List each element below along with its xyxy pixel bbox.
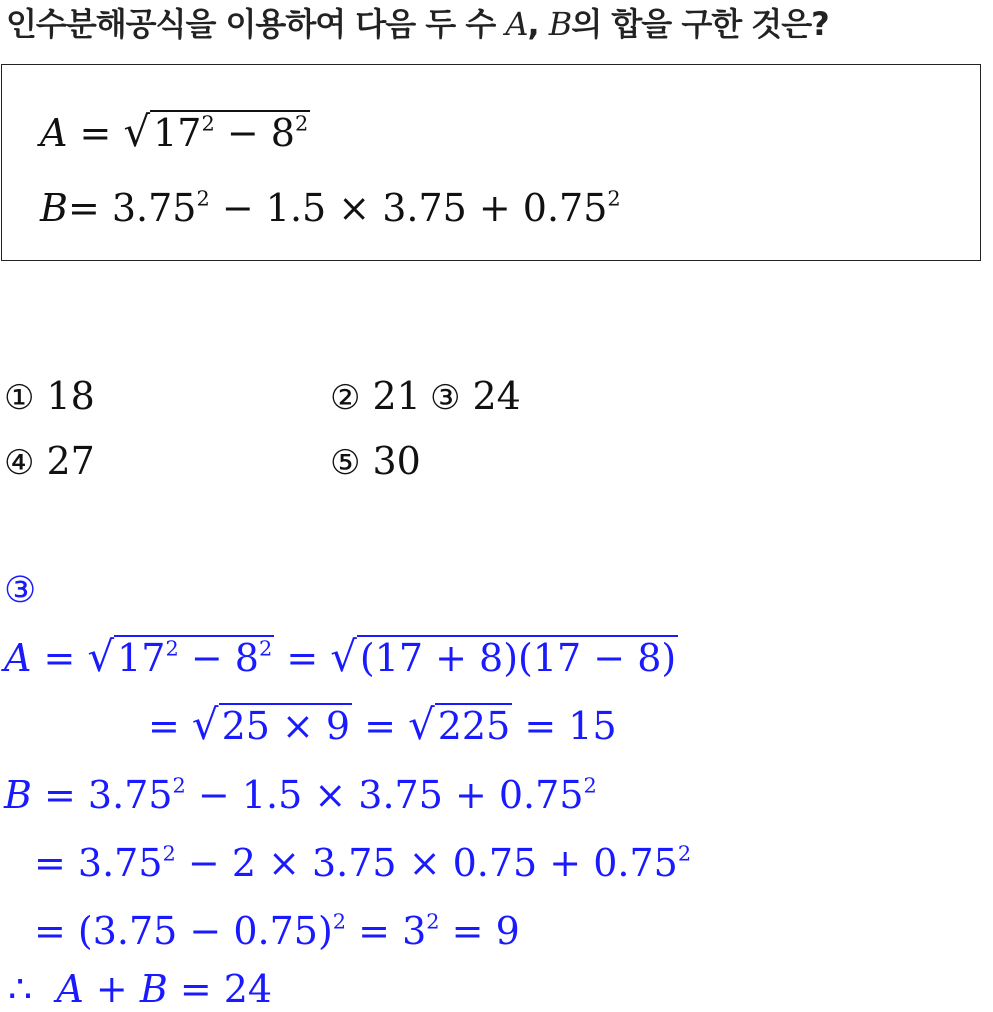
- expression-b: [40, 185, 621, 231]
- question-part2: 의 합을 구한 것은?: [571, 5, 829, 43]
- sqrt-symbol: √: [191, 700, 219, 749]
- given-expressions-box: [1, 64, 981, 261]
- radicand: [114, 635, 274, 681]
- option-1-value: 18: [46, 374, 95, 418]
- solution-answer: ③: [4, 570, 37, 611]
- sol-part: = 3.75: [31, 773, 173, 817]
- therefore-symbol: ∴: [8, 967, 33, 1011]
- radicand-part: 17: [117, 636, 166, 680]
- option-1[interactable]: [4, 373, 95, 421]
- solution-line-1: [4, 634, 678, 681]
- sol-var-b: B: [139, 967, 168, 1011]
- radicand-minus: − 8: [214, 111, 295, 155]
- exponent: 2: [426, 909, 440, 934]
- sol-result: = 15: [512, 704, 617, 748]
- expr-b-part2: − 1.5 × 3.75 + 0.75: [209, 186, 608, 230]
- option-3[interactable]: [430, 373, 521, 421]
- radicand: (17 + 8)(17 − 8): [357, 635, 678, 681]
- exponent: 2: [196, 186, 210, 211]
- exponent: 2: [201, 111, 215, 136]
- question-part1: 인수분해공식을 이용하여 다음 두 수: [6, 5, 506, 43]
- question-var-b: B: [548, 5, 572, 43]
- option-3-mark: ③: [430, 378, 461, 418]
- option-2[interactable]: [330, 373, 421, 421]
- sol-equals: =: [31, 636, 88, 680]
- sol-part: = 3: [346, 909, 427, 953]
- option-4-mark: ④: [4, 443, 35, 483]
- expr-b-part1: = 3.75: [67, 186, 197, 230]
- solution-line-6: [8, 966, 272, 1012]
- sol-part: − 2 × 3.75 × 0.75 + 0.75: [175, 841, 678, 885]
- solution-line-4: [34, 840, 691, 886]
- radicand-base: 17: [153, 111, 202, 155]
- exponent: 2: [258, 636, 273, 661]
- radicand-part: − 8: [178, 636, 259, 680]
- sol-part: − 1.5 × 3.75 + 0.75: [185, 773, 584, 817]
- sol-equals: =: [274, 636, 331, 680]
- exponent: 2: [162, 841, 176, 866]
- expr-a-equals: =: [79, 111, 112, 155]
- sol-plus: +: [83, 967, 140, 1011]
- option-4-value: 27: [46, 439, 95, 483]
- sol-equals: =: [148, 704, 192, 748]
- question-separator: ,: [527, 5, 549, 43]
- option-2-value: 21: [372, 374, 421, 418]
- solution-line-2: [148, 702, 617, 749]
- radicand: 25 × 9: [219, 703, 353, 749]
- sqrt-symbol: √: [330, 632, 357, 681]
- sol-b-lhs: B: [4, 773, 32, 817]
- solution-line-3: [4, 772, 597, 818]
- exponent: 2: [677, 841, 692, 866]
- exponent: 2: [165, 636, 179, 661]
- exponent: 2: [172, 773, 186, 798]
- sqrt-symbol: √: [408, 700, 435, 749]
- sol-equals: =: [352, 704, 409, 748]
- sol-result: = 9: [439, 909, 520, 953]
- exponent: 2: [294, 111, 309, 136]
- option-3-value: 24: [472, 374, 521, 418]
- option-5-mark: ⑤: [330, 443, 361, 483]
- sqrt-symbol: √: [123, 107, 151, 156]
- expr-b-lhs: B: [40, 186, 68, 230]
- sol-var-a: A: [56, 967, 84, 1011]
- sol-part: = (3.75 − 0.75): [34, 909, 333, 953]
- solution-line-5: [34, 908, 520, 954]
- question-text: [6, 2, 986, 46]
- radicand: [150, 110, 310, 156]
- sqrt-symbol: √: [87, 632, 115, 681]
- option-5-value: 30: [372, 439, 421, 483]
- radicand: 225: [435, 703, 513, 749]
- expression-a: [40, 109, 310, 156]
- option-5[interactable]: [330, 438, 421, 486]
- exponent: 2: [607, 186, 621, 211]
- exponent: 2: [332, 909, 347, 934]
- question-var-a: A: [505, 5, 528, 43]
- expr-a-lhs: A: [40, 111, 68, 155]
- sol-part: = 3.75: [34, 841, 163, 885]
- option-2-mark: ②: [330, 378, 361, 418]
- sol-final-result: = 24: [167, 967, 273, 1011]
- exponent: 2: [583, 773, 597, 798]
- option-1-mark: ①: [4, 378, 35, 418]
- sol-a-lhs: A: [4, 636, 32, 680]
- option-4[interactable]: [4, 438, 95, 486]
